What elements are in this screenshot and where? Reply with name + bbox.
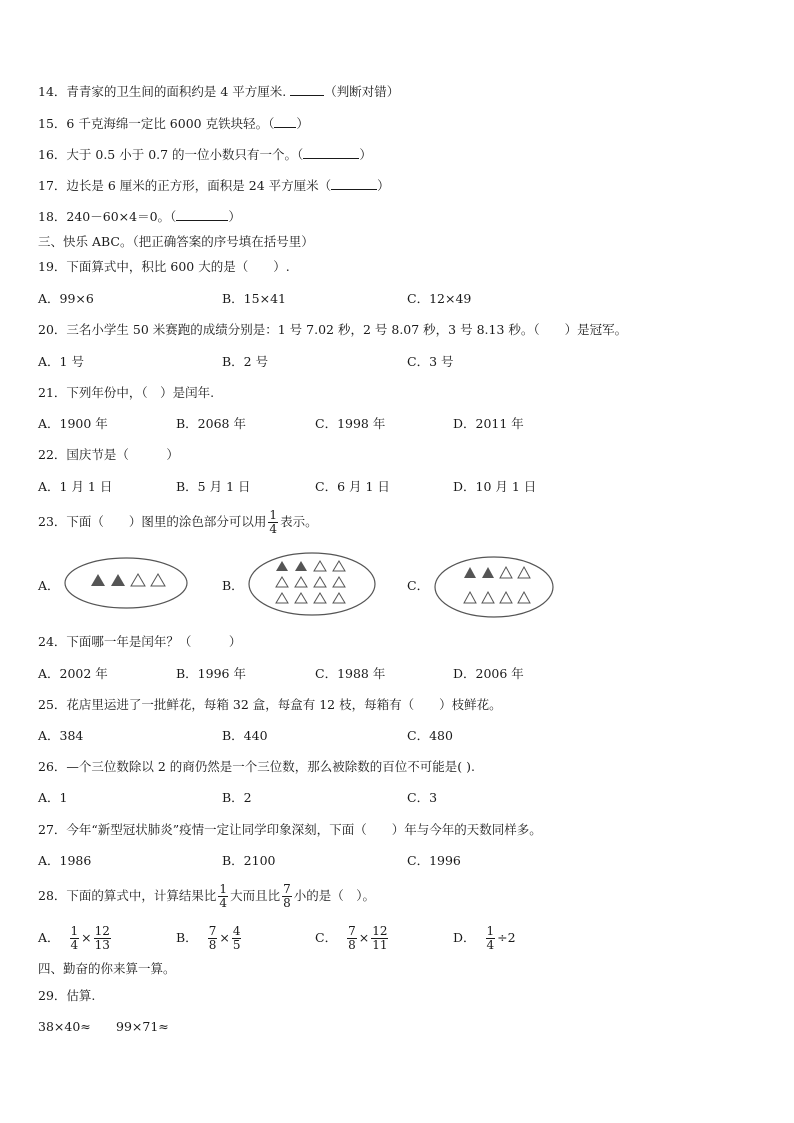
option-d[interactable]: D．10 月 1 日 bbox=[453, 479, 537, 494]
triangle bbox=[518, 592, 530, 603]
fraction: $\frac{1}{4}$ bbox=[219, 881, 228, 910]
option-a[interactable]: A．1986 bbox=[38, 853, 92, 868]
option-b[interactable]: B． bbox=[222, 578, 244, 593]
option-a[interactable]: A．1 bbox=[38, 790, 68, 805]
figure-a-shapes bbox=[62, 555, 190, 611]
option-c[interactable]: C．6 月 1 日 bbox=[315, 479, 390, 494]
fraction: $\frac{1}{4}$ bbox=[269, 507, 278, 536]
fraction: $\frac{1}{4}$ bbox=[486, 923, 495, 952]
shaded-triangle bbox=[295, 561, 307, 571]
option-c[interactable]: C． $\frac{7}{8}$ × $\frac{12}{11}$ bbox=[315, 923, 388, 952]
triangle bbox=[295, 577, 307, 587]
estimate-item: 99×71≈ bbox=[116, 1019, 169, 1034]
estimate-item: 38×40≈ bbox=[38, 1019, 91, 1034]
answer-blank[interactable] bbox=[331, 177, 377, 190]
question-20-stem: 20．三名小学生 50 米赛跑的成绩分别是：1 号 7.02 秒，2 号 8.07 秒，3 号 8.13 秒。（ ）是冠军。 bbox=[38, 322, 628, 337]
fraction: $\frac{1}{4}$ bbox=[70, 923, 79, 952]
option-a[interactable]: A．1 号 bbox=[38, 354, 84, 369]
option-b[interactable]: B． $\frac{7}{8}$ × $\frac{4}{5}$ bbox=[176, 923, 241, 952]
triangle bbox=[464, 592, 476, 603]
fraction: $\frac{12}{11}$ bbox=[372, 923, 388, 952]
triangle bbox=[518, 567, 530, 578]
answer-blank[interactable] bbox=[290, 83, 324, 96]
question-22-stem: 22．国庆节是（ ） bbox=[38, 447, 179, 462]
question-26-stem: 26．—个三位数除以 2 的商仍然是一个三位数，那么被除数的百位不可能是( ). bbox=[38, 759, 476, 774]
option-a[interactable]: A．1 月 1 日 bbox=[38, 479, 113, 494]
triangle bbox=[314, 593, 326, 603]
option-b[interactable]: B．2068 年 bbox=[176, 416, 246, 431]
triangle bbox=[482, 592, 494, 603]
fraction: $\frac{7}{8}$ bbox=[348, 923, 356, 952]
option-b[interactable]: B．2100 bbox=[222, 853, 276, 868]
option-c[interactable]: C．1988 年 bbox=[315, 666, 386, 681]
option-b[interactable]: B．15×41 bbox=[222, 291, 286, 306]
option-b[interactable]: B．5 月 1 日 bbox=[176, 479, 251, 494]
shaded-triangle bbox=[464, 567, 476, 578]
option-a[interactable]: A． bbox=[38, 578, 60, 593]
option-b[interactable]: B．1996 年 bbox=[176, 666, 246, 681]
option-a[interactable]: A．384 bbox=[38, 728, 84, 743]
question-23-stem: 23．下面（ ）图里的涂色部分可以用 $\frac{1}{4}$ 表示。 bbox=[38, 507, 318, 536]
question-18: 18．240－60×4＝0。（ ） bbox=[38, 209, 241, 224]
option-c[interactable]: C．480 bbox=[407, 728, 453, 743]
option-d[interactable]: D． $\frac{1}{4}$ ÷2 bbox=[453, 923, 516, 952]
triangle bbox=[314, 577, 326, 587]
fraction: $\frac{7}{8}$ bbox=[208, 923, 217, 952]
option-a[interactable]: A．99×6 bbox=[38, 291, 94, 306]
option-a[interactable]: A．1900 年 bbox=[38, 416, 108, 431]
triangle bbox=[295, 593, 307, 603]
question-14: 14．青青家的卫生间的面积约是 4 平方厘米. （判断对错） bbox=[38, 84, 400, 99]
option-d[interactable]: D．2006 年 bbox=[453, 666, 524, 681]
fraction: $\frac{4}{5}$ bbox=[232, 923, 241, 952]
shaded-triangle bbox=[482, 567, 494, 578]
question-24-stem: 24．下面哪一年是闰年？（ ） bbox=[38, 634, 242, 649]
answer-blank[interactable] bbox=[176, 208, 228, 221]
option-b[interactable]: B．2 号 bbox=[222, 354, 269, 369]
figure-c-triangles bbox=[432, 554, 556, 620]
fraction: $\frac{12}{13}$ bbox=[94, 923, 110, 952]
question-21-stem: 21．下列年份中，（ ）是闰年. bbox=[38, 385, 215, 400]
option-c[interactable]: C．12×49 bbox=[407, 291, 472, 306]
section-heading-4: 四、勤奋的你来算一算。 bbox=[38, 961, 176, 976]
answer-blank[interactable] bbox=[274, 115, 296, 128]
triangle bbox=[333, 593, 345, 603]
question-16: 16．大于 0.5 小于 0.7 的一位小数只有一个。（ ） bbox=[38, 147, 372, 162]
option-c[interactable]: C． bbox=[407, 578, 430, 593]
option-c[interactable]: C．1998 年 bbox=[315, 416, 386, 431]
question-29-stem: 29．估算. bbox=[38, 988, 96, 1003]
answer-blank[interactable] bbox=[303, 146, 359, 159]
option-c[interactable]: C．1996 bbox=[407, 853, 461, 868]
section-heading-3: 三、快乐 ABC。（把正确答案的序号填在括号里） bbox=[38, 234, 314, 249]
shaded-triangle bbox=[276, 561, 288, 571]
option-a[interactable]: A． $\frac{1}{4}$ × $\frac{12}{13}$ bbox=[38, 923, 110, 952]
question-17: 17．边长是 6 厘米的正方形，面积是 24 平方厘米（ ） bbox=[38, 178, 390, 193]
triangle bbox=[500, 567, 512, 578]
triangle bbox=[333, 577, 345, 587]
triangle bbox=[500, 592, 512, 603]
figure-b-triangles bbox=[246, 551, 378, 617]
question-25-stem: 25．花店里运进了一批鲜花，每箱 32 盒，每盒有 12 枝，每箱有（ ）枝鲜花。 bbox=[38, 697, 502, 712]
option-c[interactable]: C．3 号 bbox=[407, 354, 454, 369]
option-b[interactable]: B．2 bbox=[222, 790, 252, 805]
triangle bbox=[276, 577, 288, 587]
option-c[interactable]: C．3 bbox=[407, 790, 438, 805]
triangle bbox=[276, 593, 288, 603]
fraction: $\frac{7}{8}$ bbox=[283, 881, 291, 910]
triangle bbox=[314, 561, 326, 571]
triangle bbox=[333, 561, 345, 571]
question-15: 15．6 千克海绵一定比 6000 克铁块轻。（ ） bbox=[38, 116, 309, 131]
question-27-stem: 27．今年“新型冠状肺炎”疫情一定让同学印象深刻，下面（ ）年与今年的天数同样多。 bbox=[38, 822, 542, 837]
option-b[interactable]: B．440 bbox=[222, 728, 268, 743]
question-19-stem: 19．下面算式中，积比 600 大的是（ ）. bbox=[38, 259, 290, 274]
question-28-stem: 28．下面的算式中，计算结果比 $\frac{1}{4}$ 大而且比 $\frac{7}{8}$ 小的是（ ）。 bbox=[38, 881, 375, 910]
option-a[interactable]: A．2002 年 bbox=[38, 666, 108, 681]
option-d[interactable]: D．2011 年 bbox=[453, 416, 524, 431]
